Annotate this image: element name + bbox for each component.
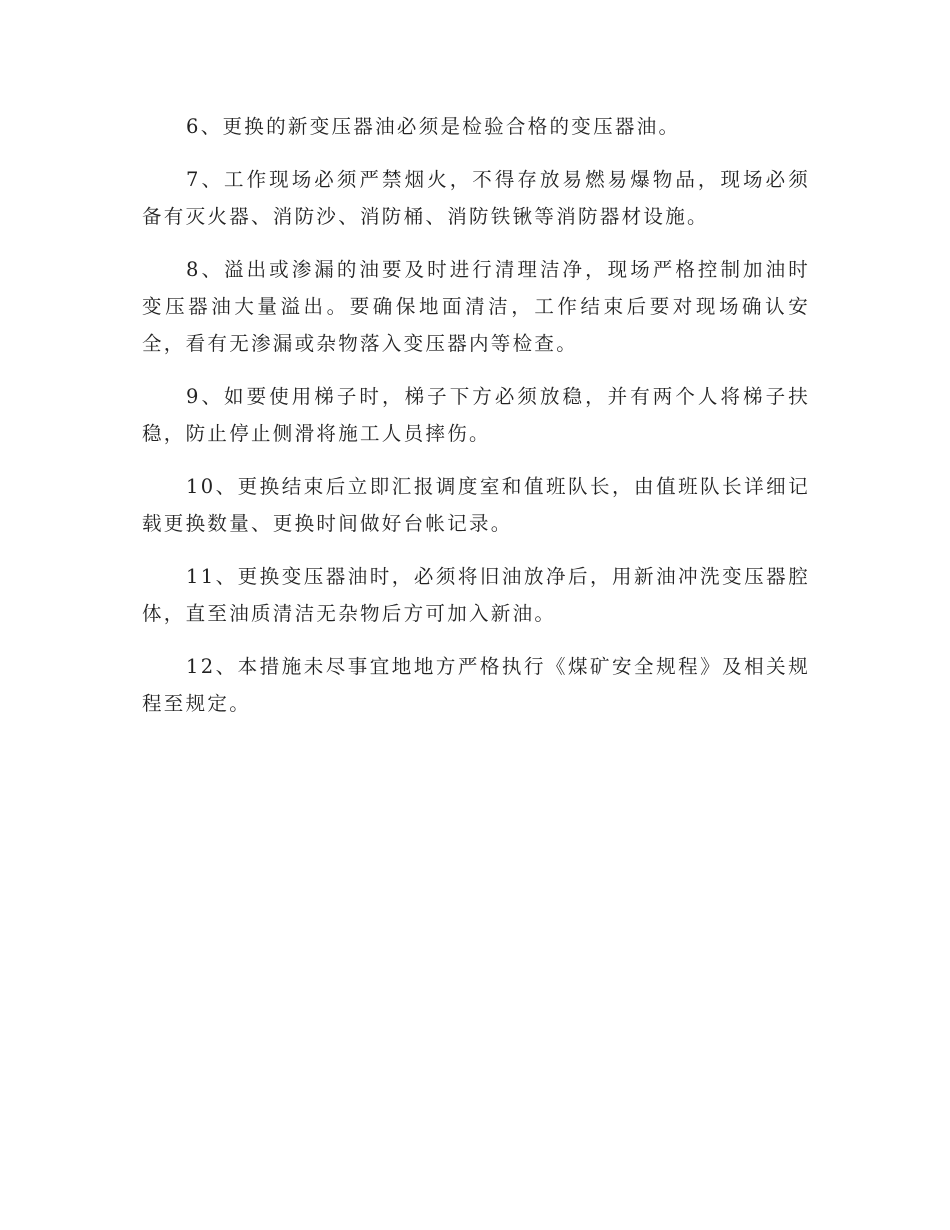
paragraph-item-9: 9、如要使用梯子时，梯子下方必须放稳，并有两个人将梯子扶稳，防止停止侧滑将施工人员摔伤。 — [142, 385, 810, 445]
paragraph-item-8: 8、溢出或渗漏的油要及时进行清理洁净，现场严格控制加油时变压器油大量溢出。要确保地面清洁，工作结束后要对现场确认安全，看有无渗漏或杂物落入变压器内等检查。 — [142, 258, 810, 355]
paragraph-item-6: 6、更换的新变压器油必须是检验合格的变压器油。 — [186, 115, 681, 138]
paragraph-item-11: 11、更换变压器油时，必须将旧油放净后，用新油冲洗变压器腔体，直至油质清洁无杂物后方可加入新油。 — [142, 565, 810, 625]
paragraph-item-12: 12、本措施未尽事宜地地方严格执行《煤矿安全规程》及相关规程至规定。 — [142, 655, 810, 715]
paragraph-item-7: 7、工作现场必须严禁烟火，不得存放易燃易爆物品，现场必须备有灭火器、消防沙、消防桶、消防铁锹等消防器材设施。 — [142, 168, 810, 228]
paragraph-item-10: 10、更换结束后立即汇报调度室和值班队长，由值班队长详细记载更换数量、更换时间做好台帐记录。 — [142, 475, 810, 535]
document-body — [142, 108, 810, 738]
